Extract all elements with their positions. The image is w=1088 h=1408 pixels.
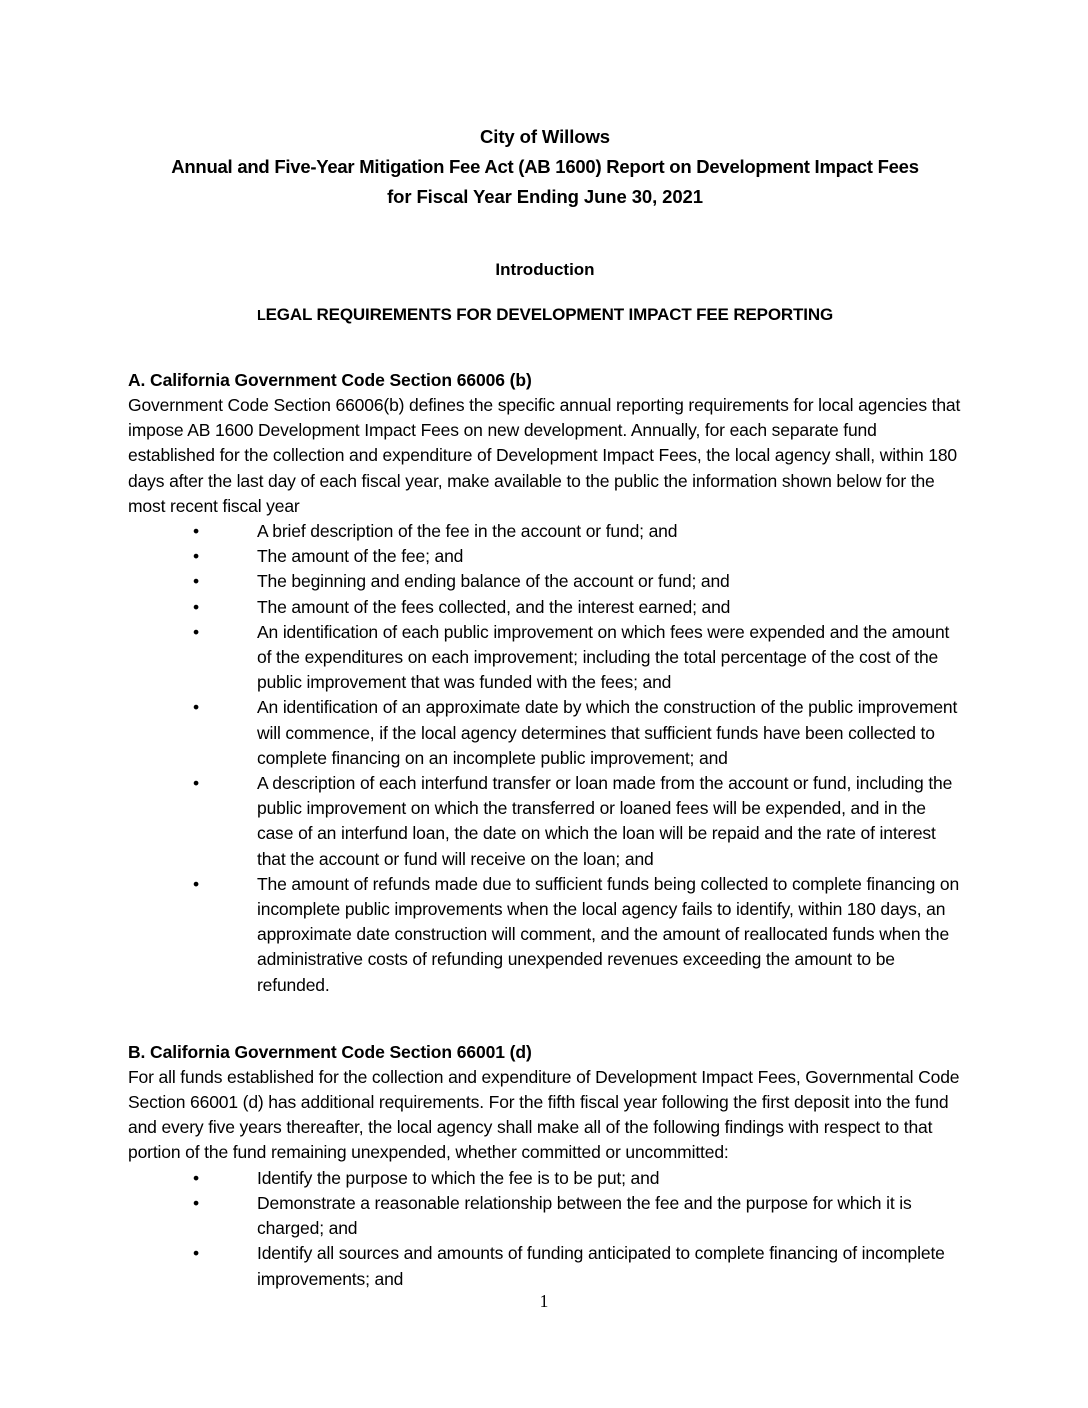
list-item <box>128 569 962 594</box>
section-a <box>128 368 962 998</box>
section-b <box>128 1040 962 1292</box>
section-a-heading: A. California Government Code Section 66006 (b) <box>128 370 532 390</box>
bullet-dot-icon: • <box>193 596 199 617</box>
list-item-text: Demonstrate a reasonable relationship between the fee and the purpose for which it is charged; and <box>257 1192 912 1239</box>
legal-heading-rest: EGAL REQUIREMENTS FOR DEVELOPMENT IMPACT FEE REPORTING <box>265 305 834 324</box>
bullet-dot-icon: • <box>193 521 199 542</box>
list-item <box>128 1191 962 1241</box>
list-item <box>128 872 962 998</box>
section-a-paragraph: Government Code Section 66006(b) defines the specific annual reporting requirements for local agencies that impose AB 1600 Development Impact Fees on new development. Annually, for each separate fund established for the collection and expenditure of Development Impact Fees, the local agency shall, within 180 days after the last day of each fiscal year, make available to the public the information shown below for the most recent fiscal year <box>128 395 961 516</box>
list-item <box>128 595 962 620</box>
list-item-text: The amount of the fee; and <box>257 546 464 567</box>
legal-heading-lead-letter: L <box>256 308 266 324</box>
list-item-text: A brief description of the fee in the account or fund; and <box>257 521 678 542</box>
bullet-dot-icon: • <box>193 773 199 794</box>
bullet-dot-icon: • <box>193 621 199 642</box>
list-item <box>128 695 962 771</box>
document-content <box>128 0 962 1292</box>
list-item-text: Identify all sources and amounts of funding anticipated to complete financing of incomplete improvements; and <box>257 1243 945 1289</box>
bullet-dot-icon: • <box>193 1243 199 1264</box>
list-item-text: Identify the purpose to which the fee is to be put; and <box>257 1167 660 1188</box>
section-b-bullet-list <box>128 1166 962 1292</box>
bullet-dot-icon: • <box>193 571 199 592</box>
document-title-line-3: for Fiscal Year Ending June 30, 2021 <box>387 186 703 207</box>
list-item-text: The amount of refunds made due to sufficient funds being collected to complete financing on incomplete public improvements when the local agency fails to identify, within 180 days, an approximate date construction will comment, and the amount of reallocated funds when the administrative costs of refunding unexpended revenues exceeding the amount to be refunded. <box>257 873 960 995</box>
list-item <box>128 1166 962 1191</box>
bullet-dot-icon: • <box>193 546 199 567</box>
bullet-dot-icon: • <box>193 697 199 718</box>
document-title-line-2: Annual and Five-Year Mitigation Fee Act (AB 1600) Report on Development Impact Fees <box>171 156 919 177</box>
page-number: 1 <box>539 1291 549 1311</box>
document-title-block <box>128 0 962 212</box>
list-item-text: A description of each interfund transfer or loan made from the account or fund, including the public improvement on which the transferred or loaned fees will be expended, and in the case of an interfund loan, the date on which the loan will be repaid and the rate of interest that the account or fund will receive on the loan; and <box>257 773 953 869</box>
section-b-paragraph: For all funds established for the collection and expenditure of Development Impact Fees, Governmental Code Section 66001 (d) has additional requirements. For the fifth fiscal year following the first deposit into the fund and every five years thereafter, the local agency shall make all of the following findings with respect to that portion of the fund remaining unexpended, whether committed or uncommitted: <box>128 1066 960 1163</box>
list-item <box>128 544 962 569</box>
list-item <box>128 1241 962 1291</box>
section-a-bullet-list <box>128 519 962 998</box>
legal-requirements-heading <box>128 305 962 325</box>
list-item-text: An identification of an approximate date by which the construction of the public improvement will commence, if the local agency determines that sufficient funds have been collected to complete financing on an incomplete public improvement; and <box>257 697 958 768</box>
section-b-heading: B. California Government Code Section 66001 (d) <box>128 1041 532 1062</box>
introduction-heading: Introduction <box>495 260 595 279</box>
bullet-dot-icon: • <box>193 1192 199 1213</box>
bullet-dot-icon: • <box>193 873 199 894</box>
list-item <box>128 771 962 872</box>
list-item-text: An identification of each public improvement on which fees were expended and the amount of the expenditures on each improvement; including the total percentage of the cost of the public improvement that was funded with the fees; and <box>257 621 950 693</box>
list-item <box>128 620 962 696</box>
list-item-text: The amount of the fees collected, and the interest earned; and <box>257 596 731 617</box>
list-item <box>128 519 962 544</box>
document-title-line-1: City of Willows <box>480 126 610 147</box>
list-item-text: The beginning and ending balance of the account or fund; and <box>257 571 730 592</box>
bullet-dot-icon: • <box>193 1167 199 1188</box>
